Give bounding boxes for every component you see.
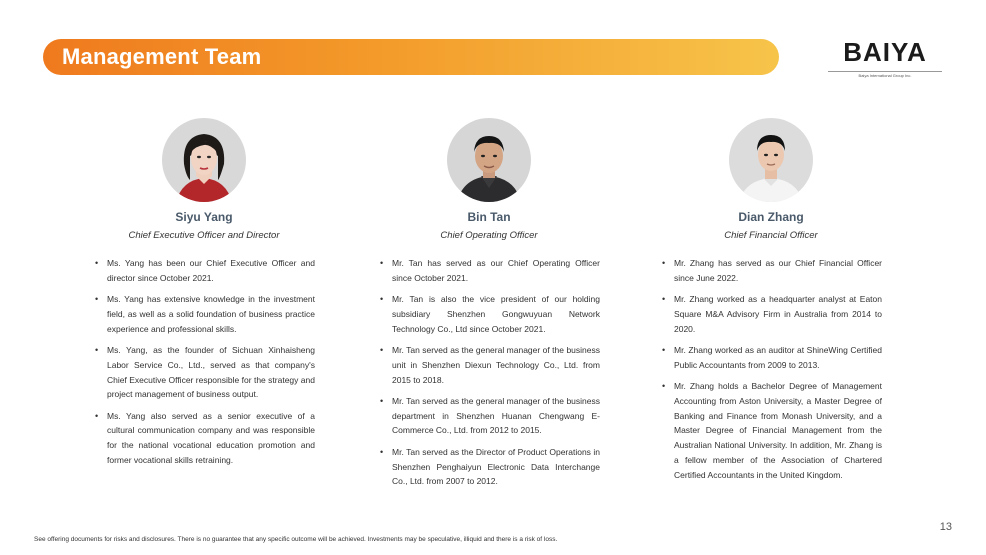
portrait-photo-icon (447, 118, 531, 202)
member-bio-list (378, 256, 600, 489)
avatar (447, 118, 531, 202)
list-item: • Mr. Zhang worked as a headquarter analyst at Eaton Square M&A Advisory Firm in Australia from 2014 to 2020. (660, 292, 882, 336)
member-name: Bin Tan (467, 210, 511, 224)
portrait-photo-icon (729, 118, 813, 202)
member-bio-list (660, 256, 882, 483)
list-item: • Mr. Tan served as the general manager of the business unit in Shenzhen Diexun Technology Co., Ltd. from 2015 to 2018. (378, 343, 600, 387)
list-item: • Mr. Zhang worked as an auditor at ShineWing Certified Public Accountants from 2009 to 2013. (660, 343, 882, 373)
avatar (729, 118, 813, 202)
company-logo (826, 38, 944, 78)
page-title: Management Team (62, 44, 262, 69)
member-bio-list (93, 256, 315, 468)
team-member-cfo (660, 118, 882, 489)
list-item: • Mr. Zhang holds a Bachelor Degree of Management Accounting from Aston University, a Master Degree of Banking and Finance from Monash University, and a Master Degree of Financial Management from the Australian National University. In addition, Mr. Zhang is a fellow member of the Association of Chartered Certified Accountants in the United Kingdom. (660, 379, 882, 483)
footer-disclaimer: See offering documents for risks and disclosures. There is no guarantee that any specific outcome will be achieved. Investments may be speculative, illiquid and there is a risk of loss. (34, 536, 558, 543)
logo-divider (828, 71, 942, 72)
list-item: • Mr. Tan served as the general manager of the business department in Shenzhen Huanan Chengwang E-Commerce Co., Ltd. from 2012 to 2015. (378, 394, 600, 438)
member-name: Dian Zhang (738, 210, 804, 224)
page-number: 13 (939, 521, 952, 533)
avatar (162, 118, 246, 202)
list-item: • Mr. Tan has served as our Chief Operating Officer since October 2021. (378, 256, 600, 286)
logo-wordmark: BAIYA (843, 37, 927, 67)
member-name: Siyu Yang (175, 210, 233, 224)
list-item: • Mr. Zhang has served as our Chief Financial Officer since June 2022. (660, 256, 882, 286)
list-item: • Ms. Yang has been our Chief Executive Officer and director since October 2021. (93, 256, 315, 286)
logo-subtitle: Baiya International Group Inc. (858, 73, 912, 78)
portrait-photo-icon (162, 118, 246, 202)
list-item: • Mr. Tan is also the vice president of our holding subsidiary Shenzhen Gongwuyuan Network Technology Co., Ltd since October 2021. (378, 292, 600, 336)
list-item: • Ms. Yang, as the founder of Sichuan Xinhaisheng Labor Service Co., Ltd., served as that company's Chief Executive Officer responsible for the strategy and project management of business output. (93, 343, 315, 402)
member-title: Chief Executive Officer and Director (128, 230, 280, 241)
list-item: • Ms. Yang also served as a senior executive of a cultural communication company and was responsible for the national vocational education promotion and former vocational skills retraining. (93, 409, 315, 468)
team-member-coo (378, 118, 600, 496)
list-item: • Mr. Tan served as the Director of Product Operations in Shenzhen Penghaiyun Electronic Data Interchange Co., Ltd. from 2007 to 2012. (378, 445, 600, 489)
list-item: • Ms. Yang has extensive knowledge in the investment field, as well as a solid foundation of business practice experience and professional skills. (93, 292, 315, 336)
member-title: Chief Financial Officer (724, 230, 818, 241)
team-member-ceo (93, 118, 315, 474)
member-title: Chief Operating Officer (440, 230, 538, 241)
